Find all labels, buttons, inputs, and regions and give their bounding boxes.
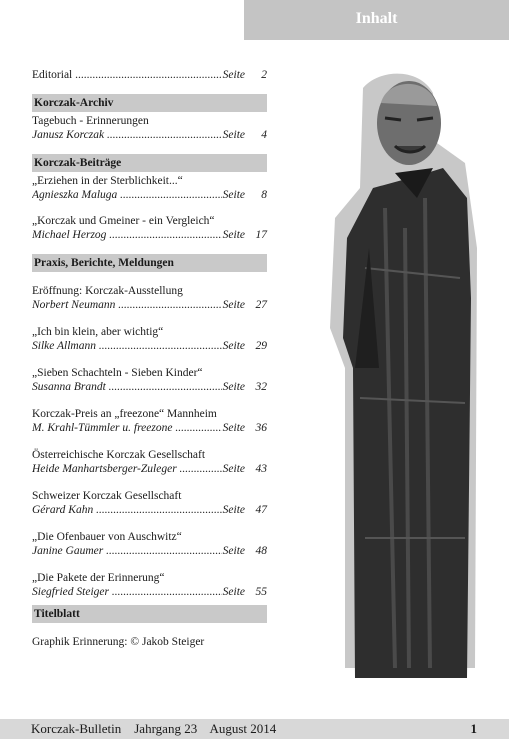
toc-entry-title: Österreichische Korczak Gesellschaft	[32, 449, 206, 461]
toc-entry-title: Tagebuch - Erinnerungen	[32, 115, 149, 127]
toc-entry[interactable]	[32, 571, 267, 599]
toc-entry-author: Siegfried Steiger .....	[32, 585, 222, 599]
toc-entry-author: Janine Gaumer .....	[32, 544, 222, 558]
toc-entry-title: „Die Ofenbauer von Auschwitz“	[32, 531, 182, 543]
toc-entry-author: Heide Manhartsberger-Zuleger .....	[32, 462, 222, 476]
toc-entry-author: M. Krahl-Tümmler u. freezone .....	[32, 421, 222, 435]
section-heading-korczak-archiv: Korczak-Archiv	[32, 94, 267, 112]
toc-seite-label: Seite	[222, 422, 245, 434]
header-bar	[244, 0, 509, 40]
toc-page-number: 32	[255, 381, 267, 393]
toc-entry-title: Korczak-Preis an „freezone“ Mannheim	[32, 408, 217, 420]
toc-entry-author: Michael Herzog .....	[32, 228, 222, 242]
toc-entry-title: Editorial .....	[32, 68, 222, 82]
toc-entry-title: „Die Pakete der Erinnerung“	[32, 572, 165, 584]
toc-entry[interactable]	[32, 284, 267, 312]
toc-seite-label: Seite	[222, 189, 245, 201]
toc-entry[interactable]	[32, 448, 267, 476]
section-heading-titelblatt: Titelblatt	[32, 605, 267, 623]
toc-entry-editorial[interactable]	[32, 68, 267, 82]
toc-page-number: 27	[255, 299, 267, 311]
toc-entry-author: Agnieszka Maluga .....	[32, 188, 222, 202]
section-heading-korczak-beitraege: Korczak-Beiträge	[32, 154, 267, 172]
toc-seite-label: Seite	[222, 504, 245, 516]
page-title: Inhalt	[355, 10, 398, 27]
portrait-photo-icon	[325, 68, 485, 690]
toc-page-number: 47	[255, 504, 267, 516]
toc-seite-label: Seite	[222, 545, 245, 557]
toc-page-number: 55	[255, 586, 267, 598]
toc-page-number: 17	[255, 229, 267, 241]
footer-bar	[0, 719, 509, 739]
toc-page-number: 29	[255, 340, 267, 352]
toc-entry[interactable]	[32, 407, 267, 435]
footer-publication-info: Korczak-Bulletin Jahrgang 23 August 2014	[31, 721, 277, 736]
toc-seite-label: Seite	[222, 381, 245, 393]
toc-entry-title: „Erziehen in der Sterblichkeit...“	[32, 175, 183, 187]
footer-page-number: 1	[470, 721, 477, 736]
toc-seite-label: Seite	[222, 586, 245, 598]
section-heading-praxis: Praxis, Berichte, Meldungen	[32, 254, 267, 272]
toc-seite-label: Seite	[222, 463, 245, 475]
toc-seite-label: Seite	[222, 340, 245, 352]
toc-entry[interactable]	[32, 214, 267, 242]
toc-entry[interactable]	[32, 325, 267, 353]
toc-entry-cover-credit	[32, 635, 267, 649]
toc-seite-label: Seite	[222, 69, 245, 81]
toc-entry-title: Eröffnung: Korczak-Ausstellung	[32, 285, 183, 297]
table-of-contents	[32, 68, 267, 649]
toc-entry-author: Gérard Kahn .....	[32, 503, 222, 517]
toc-entry-author: Silke Allmann .....	[32, 339, 222, 353]
toc-page-number: 48	[255, 545, 267, 557]
toc-page-number: 4	[261, 129, 267, 141]
toc-seite-label: Seite	[222, 299, 245, 311]
toc-entry-title: „Ich bin klein, aber wichtig“	[32, 326, 164, 338]
toc-entry[interactable]	[32, 174, 267, 202]
toc-page-number: 8	[261, 189, 267, 201]
toc-page-number: 43	[255, 463, 267, 475]
toc-entry-author: Norbert Neumann .....	[32, 298, 222, 312]
toc-entry[interactable]	[32, 530, 267, 558]
toc-entry-title: „Sieben Schachteln - Sieben Kinder“	[32, 367, 203, 379]
toc-entry[interactable]	[32, 366, 267, 394]
toc-seite-label: Seite	[222, 229, 245, 241]
toc-entry-author: Janusz Korczak .....	[32, 128, 222, 142]
toc-seite-label: Seite	[222, 129, 245, 141]
toc-entry-title: Schweizer Korczak Gesellschaft	[32, 490, 182, 502]
toc-entry-title: „Korczak und Gmeiner - ein Vergleich“	[32, 215, 215, 227]
toc-page-number: 2	[261, 69, 267, 81]
cover-credit-text: Graphik Erinnerung: © Jakob Steiger	[32, 636, 205, 648]
toc-entry-author: Susanna Brandt .....	[32, 380, 222, 394]
toc-page-number: 36	[255, 422, 267, 434]
toc-entry[interactable]	[32, 489, 267, 517]
toc-entry[interactable]	[32, 114, 267, 142]
